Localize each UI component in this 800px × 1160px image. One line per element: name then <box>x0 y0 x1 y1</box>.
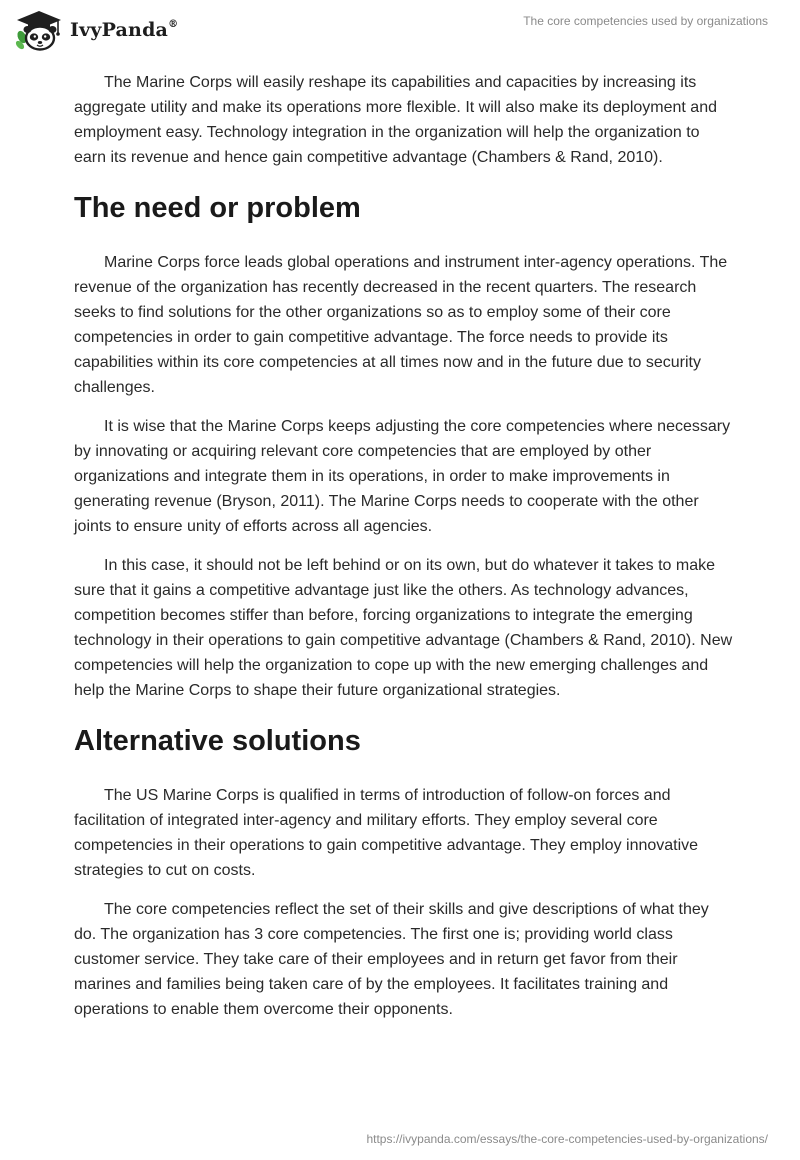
section-heading-alternatives: Alternative solutions <box>74 725 361 757</box>
need-paragraph-2: It is wise that the Marine Corps keeps adjusting the core competencies where necessary by innovating or acquiring relevant core competencies that are employed by other organizations and integrate them in its operations, in order to make improvements in generating revenue (Bryson, 2011). The Marine Corps needs to cooperate with the other joints to ensure unity of efforts across all agencies. <box>74 418 731 535</box>
source-url[interactable]: https://ivypanda.com/essays/the-core-competencies-used-by-organizations/ <box>366 1132 768 1146</box>
panda-graduate-icon <box>14 9 64 51</box>
need-paragraph-1: Marine Corps force leads global operations and instrument inter-agency operations. The revenue of the organization has recently decreased in the recent quarters. The research seeks to find solutions for the other organizations so as to employ some of their core competencies in order to gain competitive advantage. The force needs to provide its capabilities within its core competencies at all times now and in the future due to security challenges. <box>74 254 728 396</box>
brand-name: IvyPanda® <box>70 18 179 41</box>
page-header <box>0 0 800 64</box>
intro-paragraph: The Marine Corps will easily reshape its capabilities and capacities by increasing its aggregate utility and make its operations more flexible. It will also make its deployment and employment easy. Technology integration in the organization will help the organization to earn its revenue and hence gain competitive advantage (Chambers & Rand, 2010). <box>74 74 717 166</box>
document-title: The core competencies used by organizations <box>523 14 768 28</box>
brand-logo[interactable] <box>14 9 178 51</box>
alternatives-paragraph-2: The core competencies reflect the set of their skills and give descriptions of what they do. The organization has 3 core competencies. The first one is; providing world class customer service. They take care of their employees and in return get favor from their marines and families being taken care of by the employees. It facilitates training and operations to enable them overcome their opponents. <box>74 901 709 1018</box>
alternatives-paragraph-1: The US Marine Corps is qualified in terms of introduction of follow-on forces and facilitation of integrated inter-agency and military efforts. They employ several core competencies in their operations to gain competitive advantage. They employ innovative strategies to cut on costs. <box>74 787 699 879</box>
need-paragraph-3: In this case, it should not be left behind or on its own, but do whatever it takes to make sure that it gains a competitive advantage just like the others. As technology advances, competition becomes stiffer than before, forcing organizations to integrate the emerging technology in their operations to gain competitive advantage (Chambers & Rand, 2010). New competencies will help the organization to cope up with the new emerging challenges and help the Marine Corps to shape their future organizational strategies. <box>74 557 733 699</box>
section-heading-need: The need or problem <box>74 192 361 224</box>
article-body <box>74 70 734 1036</box>
